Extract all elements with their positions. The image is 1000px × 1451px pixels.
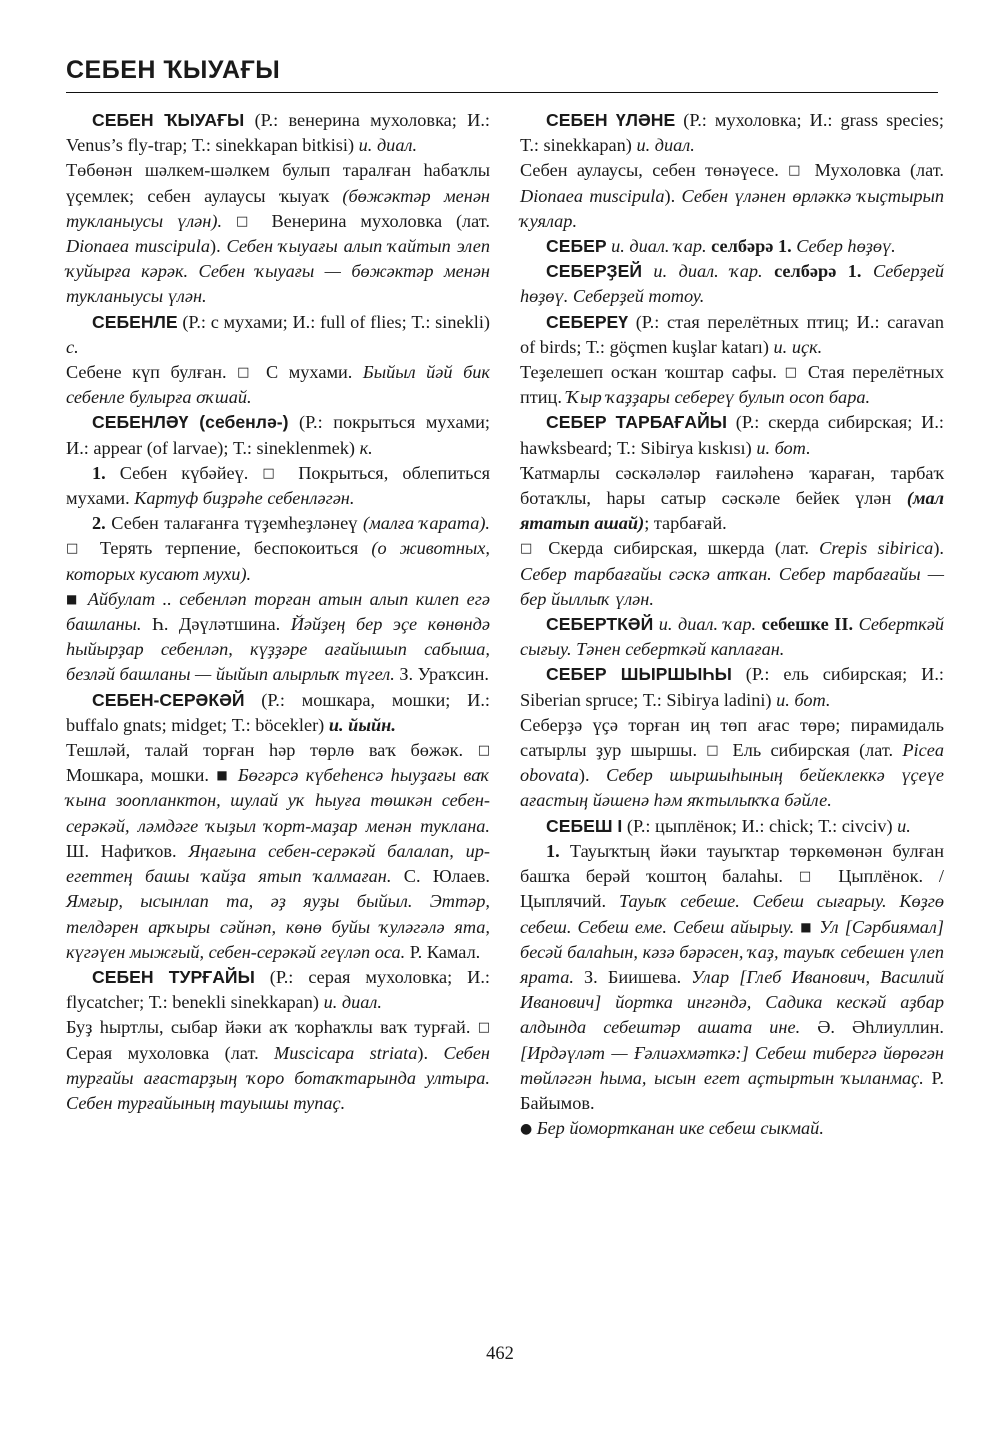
translation-marker: □ [235,213,258,229]
headword: СЕБЕР ШЫРШЫҺЫ [546,664,732,685]
grammar-label: и. бот. [776,689,831,710]
headword: СЕБЕН ҮЛӘНЕ [546,110,676,130]
translation-marker: □ [706,743,724,759]
quotation: Айбулат .. себенләп торған атын алып килеп егә башланы. [66,588,490,635]
gloss: (Р.: мошкара, мошки; И.: buffalo gnats; midget; Т.: böcekler) [66,689,490,735]
entry-sebenle [66,310,490,411]
translation-end: ). [417,1042,444,1063]
quotation-marker: ■ [66,591,81,606]
proverb: Бер йомортканан ике себеш сыкмай. [532,1118,824,1139]
headword: СЕБЕР ТАРБАҒАЙЫ [546,412,727,433]
example: Себерҙей һөҙөү. Себерҙей тотоу. [520,261,944,307]
headword: СЕБЕР [546,236,607,257]
sense-number: 2. [92,513,106,534]
definition: Тешләй, талай торған һәр төрлө ваҡ бөжәк. [66,740,478,761]
definition-note: (малға ҡарата). [363,513,490,534]
translation: Венерина мухоловка (лат. [257,210,490,231]
right-column [520,108,944,1142]
translation: Терять терпение, беспокоиться [86,538,372,559]
entry-seben-turgayy [66,965,490,1116]
left-column [66,108,490,1116]
header-rule [66,92,938,93]
definition: Теҙелешеп осҡан ҡоштар сафы. [520,362,785,383]
gloss: (Р.: скерда сибирская; И.: hawksbeard; Т.: Sibirya kıskısı) [520,412,944,458]
grammar-label: и. диал. [323,992,382,1013]
translation: Покрыться, облепиться мухами. [66,462,490,509]
grammar-label: и. диал. [358,135,418,156]
definition: Себен талағанға түҙемһеҙләнеү [105,513,363,534]
quotation-source: Һ. Дәүләтшина. [141,614,291,635]
quotation: Бөгәрсә күбеһенсә һыуҙағы ваҡ ҡына зоопланктон, шулай уҡ һыуға төшкән себен-серәкәй, ләмдәге ҡыҙыл ҡорт-маҙар менән туклана. [66,765,490,836]
cross-reference: селбәрә 1. [774,261,862,282]
headword: СЕБЕН-СЕРӘКӘЙ [92,689,245,710]
translation: С мухами. [255,362,363,383]
gloss: (Р.: с мухами; И.: full of flies; Т.: sinekli) [177,311,490,332]
quotation: [Ирдәүләт — Ғәлиәхмәткә:] Себеш тибергә йөрөгән төйләгән һыма, ысын егет аҫтыртын ҡыланмаҫ. [520,1042,944,1088]
headword: СЕБЕНЛӘҮ (себенлә-) [92,412,289,433]
definition: Тауыҡтың йәки тауыҡтар төркөмөнән булған башҡа берәй ҡоштоң балаһы. [520,840,944,887]
translation-marker: □ [520,541,538,557]
translation-end: ). [933,538,944,559]
headword: СЕБЕШ I [546,815,623,836]
headword: СЕБЕРЕҮ [546,311,629,332]
definition: Себен күбәйеү. [105,462,263,483]
sense-1 [520,839,944,1142]
grammar-label: и. бот. [756,437,811,458]
entry-seber-shyrshyhy [520,662,944,813]
grammar-label: и. иҫк. [773,336,823,357]
definition: Төбөнән шәлкем-шәлкем булып таралған һабаҡлы үҫемлек; себен аулаусы ҡыуаҡ [66,160,490,206]
translation-marker: □ [66,541,87,557]
quotation-marker: ■ [800,919,814,934]
definition-synonym: ; тарбағай. [644,513,727,534]
translation: Серая мухоловка (лат. [66,1042,275,1063]
grammar-label: и. [897,815,911,836]
example: Себен ҡыуағы алып ҡайтып элеп ҡуйырға кәрәк. Себен ҡыуағы — бөжәктәр менән тукланыусы үлән. [66,236,490,307]
translation: Мошкара, мошки. [66,765,217,786]
translation-marker: □ [477,743,490,759]
grammar-label: к. [359,437,373,458]
cross-reference: себешке II. [761,614,854,635]
gloss: (Р.: серая мухоловка; И.: flycatcher; Т.: benekli sinekkapan) [66,966,490,1013]
quotation: Йәйҙең бер эҫе көнөндә һыйырҙар себенләп, күҙҙәре ағайышып сабыша, безләй башланы — йыйып алырлыҡ түгел. [66,614,490,685]
entry-seben-ulane [520,108,944,234]
entry-seben-kyuagy [66,108,490,310]
translation-end: ). [664,185,682,206]
quotation-source: Р. Камал. [405,941,481,962]
gloss: (Р.: ель сибирская; И.: Siberian spruce; Т.: Sibirya ladini) [520,664,944,710]
translation: Мухоловка (лат. [805,160,944,181]
example: Себен турғайы ағастарҙың ҡоро ботаҡтарында ултыра. Себен турғайының тауышы тупаҫ. [66,1042,491,1113]
translation: Ель сибирская (лат. [723,740,903,761]
quotation-source: З. Биишева. [573,966,692,987]
example: Тауыҡ себеше. Себеш сығарыу. Көҙгө себеш. Себеш еме. Себеш айырыу. [520,891,945,937]
headword: СЕБЕРҘЕЙ [546,261,642,282]
example: Себерткәй сығыу. Тәнен себерткәй каплаған. [520,614,944,660]
definition-note: (мал ятатып ашай) [520,488,944,534]
translation-marker: □ [798,869,823,885]
quotation: Улар [Глеб Иванович, Василий Иванович] йортка ингәндә, Садика кескәй аҙбар алдында себештәр ашата ине. [520,966,944,1038]
quotation: Яңағына себен-серәкәй балалап, ир-егеттең башы ҡайҙа ятып ҡалмаған. [66,840,490,887]
proverb-marker: ● [520,1121,533,1138]
entry-sebenlau [66,410,490,460]
headword: СЕБЕНЛЕ [92,311,178,332]
quotation-source: Ә. Әһлиуллин. [800,1017,944,1038]
translation: Скерда сибирская, шкерда (лат. [537,538,820,559]
quotation-marker: ■ [216,768,231,783]
cross-reference: селбәрә 1. [711,236,792,257]
example: Картуф биҙрәһе себенләгән. [134,488,355,509]
quotation: Ямғыр, ысынлап та, әҙ яуҙы быйыл. Эттәр, телдәрен арҡыры сәйнәп, көнө буйы ҡуләгәлә ята, күгәүен мыжғый, себен-серәкәй геүләп оса. [66,891,490,962]
grammar-label: и. диал. ҡар. [606,236,712,257]
translation-end: ). [578,765,607,786]
example: Себер шыршыһының бейеклеккә үҫеүе ағастың йәшенә һәм яҡтылыҡҡа бәйле. [520,765,944,811]
quotation: Ул [Сәрбиямал] бесәй балаһын, кәзә бәрәсен, ҡаҙ, тауыҡ себешен үлеп ярата. [520,916,944,987]
quotation-source: С. Юлаев. [391,866,490,887]
sense-number: 1. [92,462,106,483]
translation-note: (о животных, которых кусают мухи). [66,538,490,584]
quotation-source: З. Ураҡсин. [394,664,489,685]
translation-marker: □ [788,163,806,179]
latin-name: Dionaea muscipula [66,236,210,257]
gloss: (Р.: венерина мухоловка; И.: Venus’s fly-trap; Т.: sinekkapan bitkisi) [66,110,490,156]
definition-note: (бөжәктәр менән тукланыусы үлән). [66,185,490,231]
example: Себен үләнен өрләккә ҡыҫтырып ҡуялар. [520,185,945,231]
running-head: СЕБЕН ҠЫУАҒЫ [66,56,281,84]
entry-sebereu [520,310,944,411]
sense-2 [66,511,490,687]
gloss: (Р.: стая перелётных птиц; И.: caravan of birds; Т.: göçmen kuşlar katarı) [520,311,944,357]
entry-seberkay [520,612,944,662]
entry-seber [520,234,944,259]
headword: СЕБЕН ҠЫУАҒЫ [92,110,245,130]
grammar-label: с. [66,336,79,357]
sense-1 [66,461,490,511]
translation-marker: □ [237,365,256,381]
example: Ҡыр ҡаҙҙары себереү булып осоп бара. [566,387,871,408]
latin-name: Muscicapa striata [274,1042,418,1063]
gloss: (Р.: цыплёнок; И.: chick; Т.: civciv) [622,815,898,836]
quotation-source: Р. Байымов. [520,1067,944,1113]
grammar-label: и. диал. ҡар. [653,614,762,635]
grammar-label: и. диал. [636,135,695,156]
translation: Цыплёнок. / Цыплячий. [520,866,944,912]
gloss: (Р.: мухоловка; И.: grass species; Т.: sinekkapan) [520,110,944,156]
gloss: (Р.: покрыться мухами; И.: appear (of larvae); Т.: sineklenmek) [66,412,490,458]
example: Быйыл йәй бик себенле булырға оҡшай. [66,362,490,408]
definition: Себене күп булған. [66,362,238,383]
translation-marker: □ [477,1020,490,1036]
headword: СЕБЕРТКӘЙ [546,614,654,635]
page-number: 462 [486,1344,514,1364]
grammar-label: и. йыйн. [328,714,396,735]
definition: Себен аулаусы, себен төнәүесе. [520,160,789,181]
entry-sebesh-1 [520,814,944,839]
latin-name: Picea obovata [520,740,944,786]
quotation-source: Ш. Нафиҡов. [66,840,189,861]
sense-number: 1. [546,840,560,861]
translation-marker: □ [262,465,285,481]
definition: Ҡатмарлы сәскәләләр ғаиләһенә ҡараған, тарбаҡ ботаҡлы, һары сатыр сәскәле бейек үлән [520,462,944,509]
entry-seberzey [520,259,944,309]
translation-marker: □ [784,365,801,381]
entry-seben-serakay [66,688,490,965]
example: Себер һөҙөү. [791,236,896,257]
latin-name: Crepis sibirica [819,538,934,559]
definition: Себерҙә үҫә торған иң төп ағас төрө; пирамидаль сатырлы ҙур шыршы. [520,714,944,761]
latin-name: Dionaea muscipula [520,185,665,206]
example: Себер тарбағайы сәскә атҡан. Себер тарбағайы — бер йыллыҡ үлән. [520,563,944,609]
grammar-label: и. диал. ҡар. [641,261,775,282]
translation-end: ). [210,236,227,257]
entry-seber-tarbagayy [520,410,944,612]
translation: Стая перелётных птиц. [520,362,944,408]
definition: Буҙ һыртлы, сыбар йәки аҡ ҡорһаҡлы ваҡ турғай. [66,1017,478,1038]
headword: СЕБЕН ТУРҒАЙЫ [92,966,255,987]
